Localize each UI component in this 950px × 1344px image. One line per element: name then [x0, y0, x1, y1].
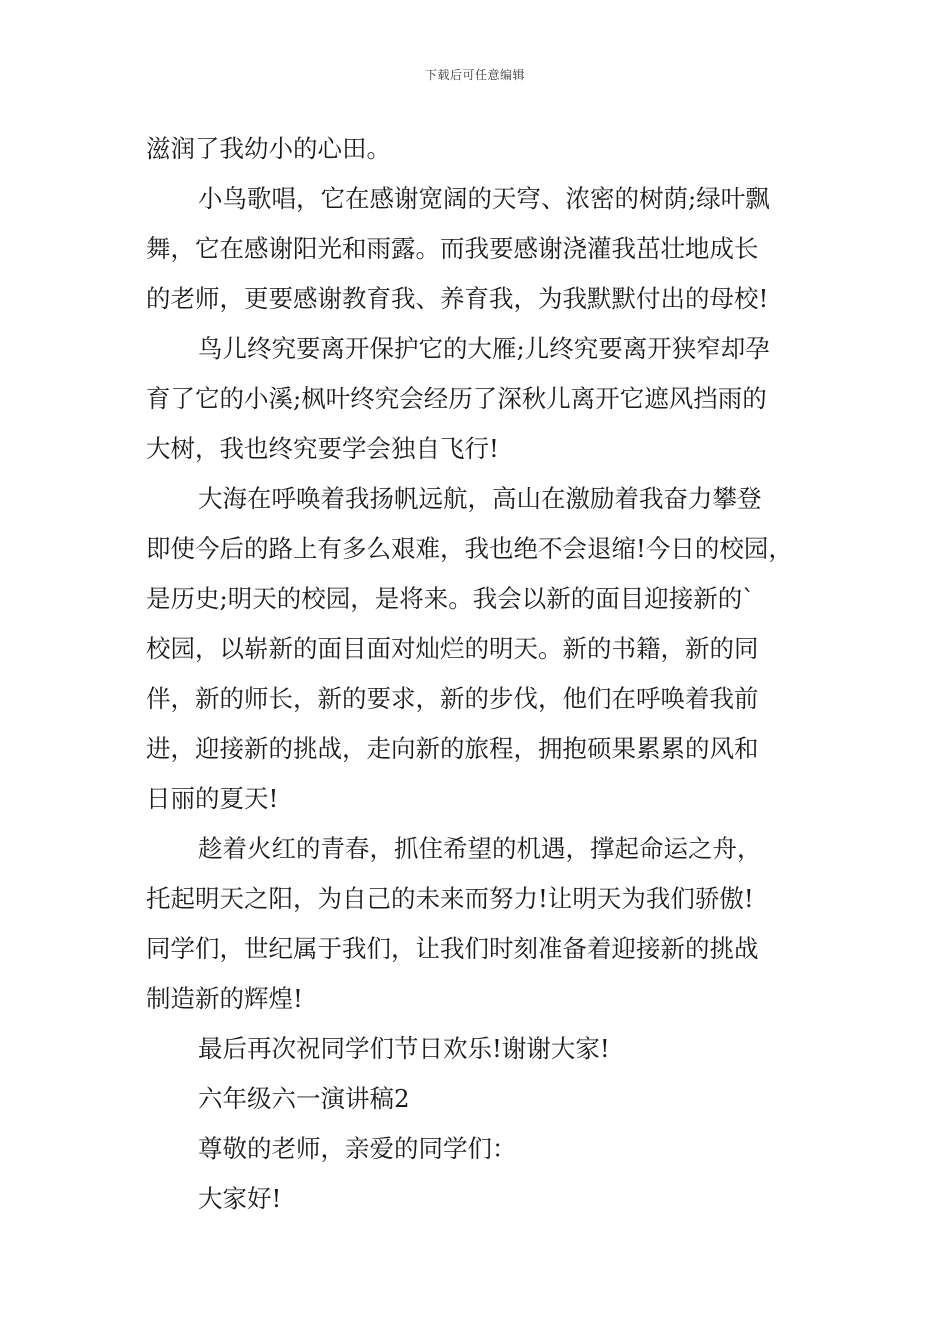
text-line: 趁着火红的青春，抓住希望的机遇，撑起命运之舟，: [198, 834, 762, 863]
text-line: 即使今后的路上有多么艰难，我也绝不会退缩!今日的校园，: [146, 534, 793, 563]
text-line: 是历史;明天的校园，是将来。我会以新的面目迎接新的`: [146, 584, 755, 613]
page-header: 下载后可任意编辑: [424, 68, 525, 82]
document-body: [146, 124, 811, 1224]
text-line: 鸟儿终究要离开保护它的大雁;儿终究要离开狭窄却孕: [198, 334, 770, 363]
text-line: 最后再次祝同学们节日欢乐!谢谢大家!: [198, 1034, 610, 1063]
text-line: 托起明天之阳，为自己的未来而努力!让明天为我们骄傲!: [146, 884, 754, 913]
text-line: 滋润了我幼小的心田。: [146, 134, 391, 163]
text-line: 日丽的夏天!: [146, 784, 279, 813]
text-line: 舞，它在感谢阳光和雨露。而我要感谢浇灌我茁壮地成长: [146, 234, 759, 263]
text-line: 的老师，更要感谢教育我、养育我，为我默默付出的母校!: [146, 284, 769, 313]
greeting: 大家好!: [198, 1184, 282, 1213]
text-line: 大海在呼唤着我扬帆远航，高山在激励着我奋力攀登: [198, 484, 762, 513]
text-line: 进，迎接新的挑战，走向新的旅程，拥抱硕果累累的风和: [146, 734, 759, 763]
text-line: 大树，我也终究要学会独自飞行!: [146, 434, 499, 463]
text-line: 伴，新的师长，新的要求，新的步伐，他们在呼唤着我前: [146, 684, 759, 713]
text-line: 同学们，世纪属于我们，让我们时刻准备着迎接新的挑战: [146, 934, 759, 963]
salutation: 尊敬的老师，亲爱的同学们：: [198, 1134, 517, 1163]
text-line: 小鸟歌唱，它在感谢宽阔的天穹、浓密的树荫;绿叶飘: [198, 184, 770, 213]
text-line: 校园，以崭新的面目面对灿烂的明天。新的书籍，新的同: [146, 634, 759, 663]
text-line: 育了它的小溪;枫叶终究会经历了深秋儿离开它遮风挡雨的: [146, 384, 767, 413]
text-line: 制造新的辉煌!: [146, 984, 303, 1013]
section-title: 六年级六一演讲稿2: [198, 1084, 410, 1113]
